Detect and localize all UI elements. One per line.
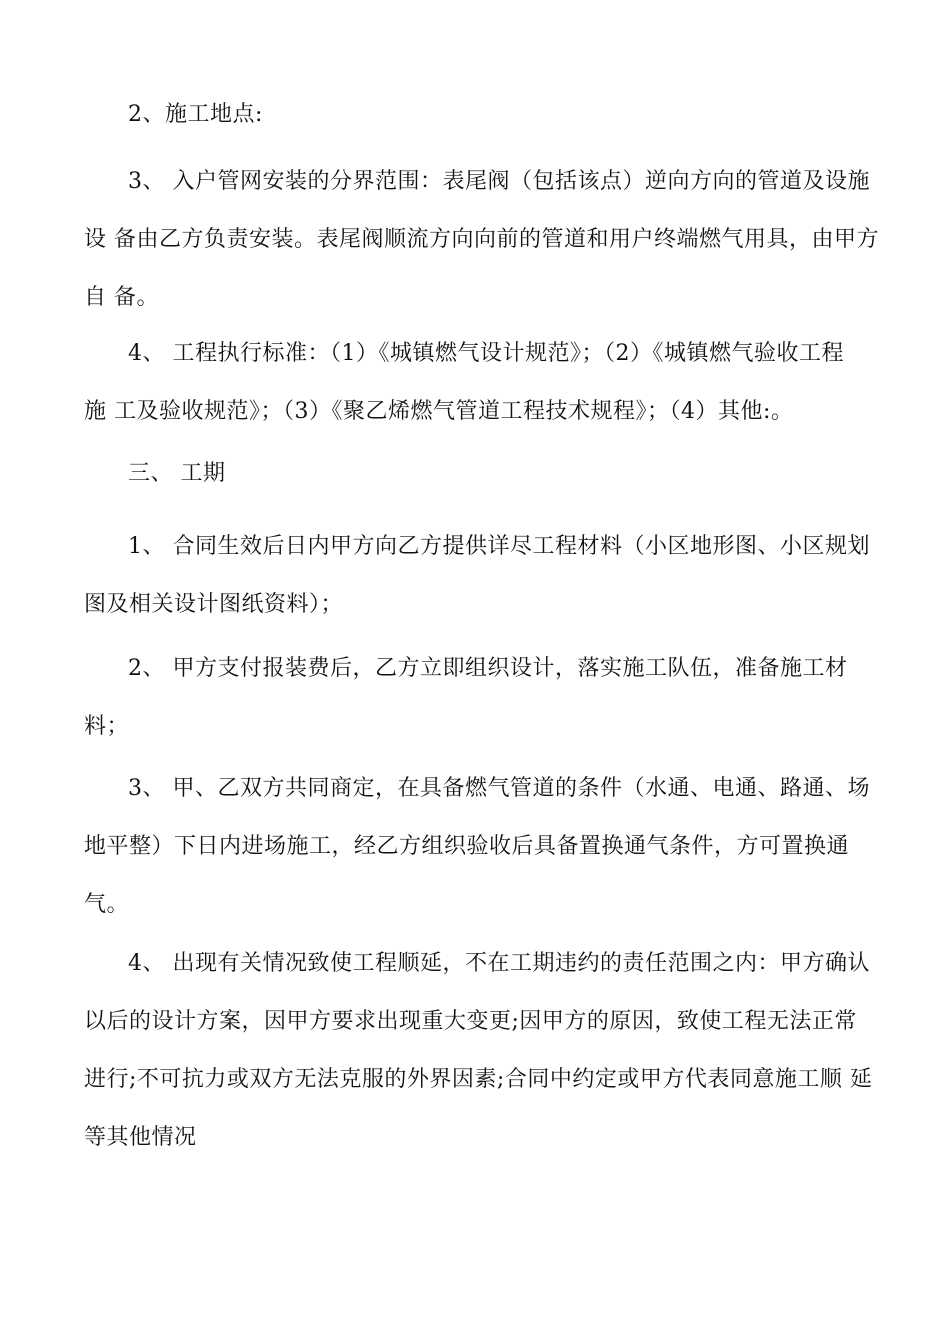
- text-line: 地平整）下日内进场施工，经乙方组织验收后具备置换通气条件，方可置换通: [84, 834, 850, 859]
- text-line: 等其他情况: [84, 1125, 197, 1150]
- text-line: 4、 出现有关情况致使工程顺延，不在工期违约的责任范围之内：甲方确认: [128, 951, 870, 976]
- text-line: 料；: [84, 714, 130, 739]
- paragraph-engineering-standards: [84, 325, 884, 441]
- section-heading-construction-period: [84, 445, 884, 503]
- text-line: 以后的设计方案，因甲方要求出现重大变更;因甲方的原因，致使工程无法正常: [84, 1009, 857, 1034]
- text-line: 自 备。: [84, 285, 159, 310]
- text-line: 2、 甲方支付报装费后，乙方立即组织设计，落实施工队伍，准备施工材: [128, 656, 848, 681]
- paragraph-period-item-3: [84, 760, 884, 934]
- section-heading-text: 三、 工期: [128, 461, 226, 486]
- text-line: 进行;不可抗力或双方无法克服的外界因素;合同中约定或甲方代表同意施工顺 延: [84, 1067, 873, 1092]
- text-line: 气。: [84, 892, 130, 917]
- paragraph-construction-location: [84, 86, 884, 144]
- paragraph-period-item-2: [84, 640, 884, 756]
- text-line: 2、施工地点:: [128, 102, 263, 127]
- text-line: 4、 工程执行标准：（1）《城镇燃气设计规范》；（2）《城镇燃气验收工程: [128, 341, 844, 366]
- text-line: 施 工及验收规范》；（3）《聚乙烯燃气管道工程技术规程》；（4）其他:。: [84, 399, 794, 424]
- text-line: 设 备由乙方负责安装。表尾阀顺流方向向前的管道和用户终端燃气用具，由甲方: [84, 227, 879, 252]
- paragraph-period-item-1: [84, 518, 884, 634]
- text-line: 图及相关设计图纸资料）；: [84, 592, 344, 617]
- text-line: 3、 甲、乙双方共同商定，在具备燃气管道的条件（水通、电通、路通、场: [128, 776, 870, 801]
- paragraph-period-item-4: [84, 935, 884, 1167]
- text-line: 1、 合同生效后日内甲方向乙方提供详尽工程材料（小区地形图、小区规划: [128, 534, 870, 559]
- text-line: 3、 入户管网安装的分界范围：表尾阀（包括该点）逆向方向的管道及设施: [128, 169, 870, 194]
- paragraph-installation-boundary: [84, 153, 884, 327]
